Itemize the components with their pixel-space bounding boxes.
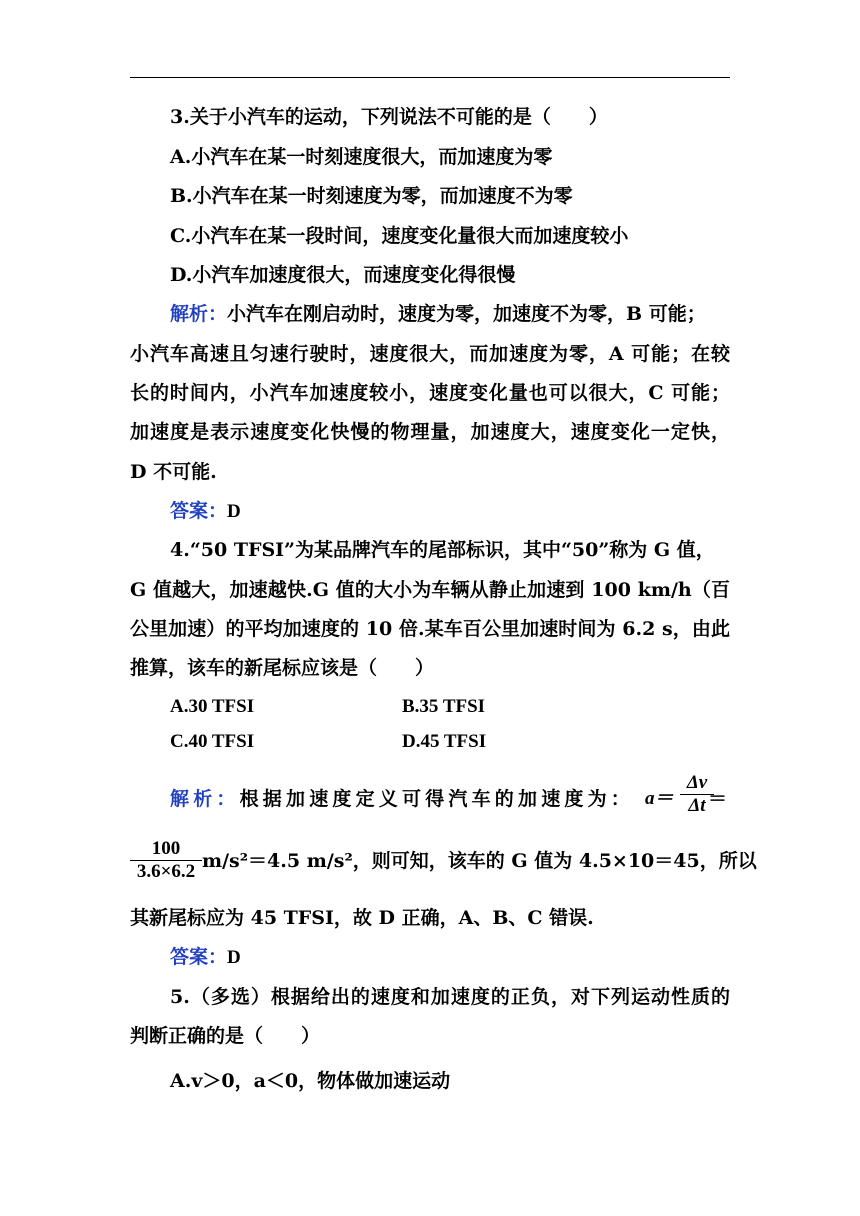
q4-analysis-line-3: 其新尾标应为 45 TFSI，故 D 正确，A、B、C 错误.: [130, 907, 594, 929]
q3-option-d: D.小汽车加速度很大，而速度变化得很慢: [170, 264, 516, 286]
q4-formula-a: a＝: [645, 788, 674, 809]
q3-answer: [170, 499, 730, 524]
q5-stem-line-2: 判断正确的是（ ）: [130, 1025, 321, 1047]
q4-stem-line-4: 推算，该车的新尾标应该是（ ）: [130, 657, 435, 679]
q4-fraction-values: [130, 838, 202, 883]
header-rule: [130, 77, 730, 78]
q4-answer-value: D: [227, 947, 241, 968]
q4-fraction-values-den: 3.6×6.2: [136, 861, 196, 882]
q3-option-b: B.小汽车在某一时刻速度为零，而加速度不为零: [170, 185, 573, 207]
q4-fraction-delta-num: Δv: [686, 772, 708, 793]
q3-analysis-line-3: 长的时间内，小汽车加速度较小，速度变化量也可以很大，C 可能；: [130, 382, 730, 404]
q3-analysis-line-2: 小汽车高速且匀速行驶时，速度很大，而加速度为零，A 可能；在较: [130, 343, 730, 365]
q4-analysis-intro: 根据加速度定义可得汽车的加速度为：: [239, 788, 635, 810]
q4-option-d: D.45 TFSI: [402, 731, 487, 752]
q5-stem-line-1: 5.（多选）根据给出的速度和加速度的正负，对下列运动性质的: [170, 986, 730, 1008]
q4-fraction-values-num: 100: [151, 838, 181, 859]
q4-stem-line-2: G 值越大，加速越快.G 值的大小为车辆从静止加速到 100 km/h（百: [130, 579, 730, 601]
q3-answer-label: 答案：: [170, 500, 228, 522]
q3-analysis-line-5: D 不可能.: [130, 461, 217, 483]
q4-option-a: A.30 TFSI: [170, 696, 255, 717]
q4-option-c: C.40 TFSI: [170, 731, 255, 752]
q4-fraction-delta-den: Δt: [688, 795, 706, 816]
q3-analysis-line-4: 加速度是表示速度变化快慢的物理量，加速度大，速度变化一定快，: [130, 421, 730, 443]
q4-answer: [170, 945, 730, 970]
q4-formula-eq: ＝: [708, 788, 728, 810]
q4-analysis-line-2: m/s²＝4.5 m/s²，则可知，该车的 G 值为 4.5×10＝45，所以: [202, 850, 757, 872]
q3-analysis-text-1: 小汽车在刚启动时，速度为零，加速度不为零，B 可能；: [227, 303, 706, 325]
q4-analysis-label: 解析：: [170, 788, 240, 810]
q3-answer-value: D: [227, 501, 241, 522]
q4-answer-label: 答案：: [170, 946, 228, 968]
q4-options-row-2: [170, 730, 730, 754]
q3-analysis-label: 解析：: [170, 303, 228, 325]
q5-option-a: A.v＞0，a＜0，物体做加速运动: [170, 1070, 451, 1092]
q3-option-a: A.小汽车在某一时刻速度很大，而加速度为零: [170, 146, 553, 168]
q4-stem-line-3: 公里加速）的平均加速度的 10 倍.某车百公里加速时间为 6.2 s，由此: [130, 618, 730, 640]
q3-stem: 3.关于小汽车的运动，下列说法不可能的是（ ）: [170, 106, 608, 128]
q4-stem-line-1: 4.“50 TFSI”为某品牌汽车的尾部标识，其中“50”称为 G 值，: [170, 539, 715, 561]
q4-option-b: B.35 TFSI: [402, 696, 486, 717]
q4-options-row-1: [170, 695, 730, 719]
q3-analysis-line-1: [170, 302, 730, 326]
q3-option-c: C.小汽车在某一段时间，速度变化量很大而加速度较小: [170, 225, 629, 247]
